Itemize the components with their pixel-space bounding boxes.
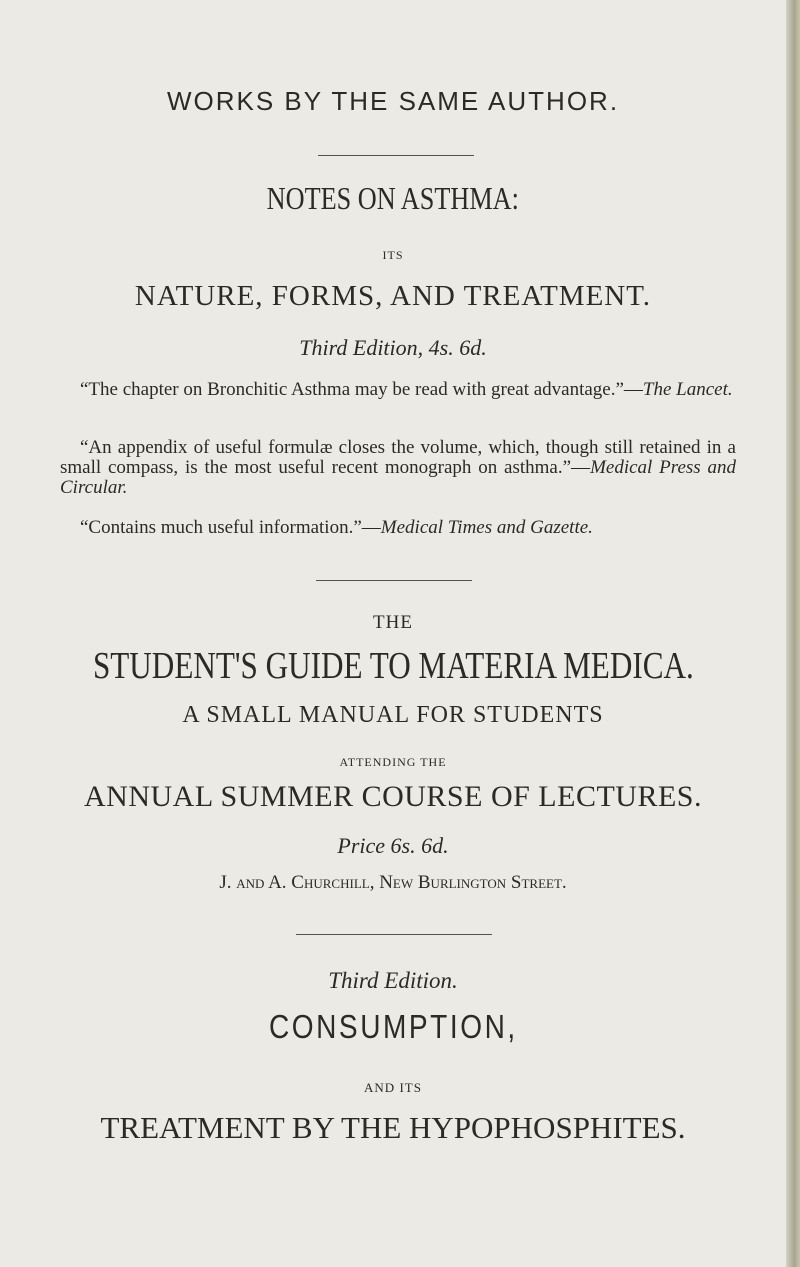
book2-publisher: J. and A. Churchill, New Burlington Street.	[219, 872, 567, 893]
book2-attending: ATTENDING THE	[339, 755, 447, 769]
book1-title: NOTES ON ASTHMA:	[266, 180, 520, 216]
divider	[318, 155, 474, 156]
book1-its: ITS	[382, 248, 404, 262]
book1-subtitle: NATURE, FORMS, AND TREATMENT.	[134, 280, 652, 312]
page-edge	[786, 0, 800, 1267]
review-medical-times: “Contains much useful information.”—Medical Times and Gazette.	[80, 517, 593, 538]
divider	[316, 580, 472, 581]
book3-subtitle: TREATMENT BY THE HYPOPHOSPHITES.	[100, 1110, 686, 1145]
book3-edition: Third Edition.	[328, 968, 458, 993]
review-medical-press: “An appendix of useful formulæ closes the volume, which, though still retained in a small compass, is the most useful recent monograph on asthma.”—Medical Press and Circular.	[60, 437, 736, 498]
book2-subtitle1: A SMALL MANUAL FOR STUDENTS	[182, 702, 604, 728]
book2-subtitle2: ANNUAL SUMMER COURSE OF LECTURES.	[84, 780, 702, 813]
divider	[296, 934, 492, 935]
page-header: WORKS BY THE SAME AUTHOR.	[166, 86, 620, 116]
book2-title: STUDENT'S GUIDE TO MATERIA MEDICA.	[92, 645, 694, 687]
book3-and-its: AND ITS	[364, 1080, 422, 1095]
book3-title: CONSUMPTION,	[268, 1008, 518, 1045]
book2-the: THE	[373, 612, 413, 633]
book1-edition: Third Edition, 4s. 6d.	[299, 335, 487, 360]
book2-price: Price 6s. 6d.	[337, 833, 449, 858]
review-lancet: “The chapter on Bronchitic Asthma may be read with great advantage.”—The Lancet.	[80, 379, 733, 400]
